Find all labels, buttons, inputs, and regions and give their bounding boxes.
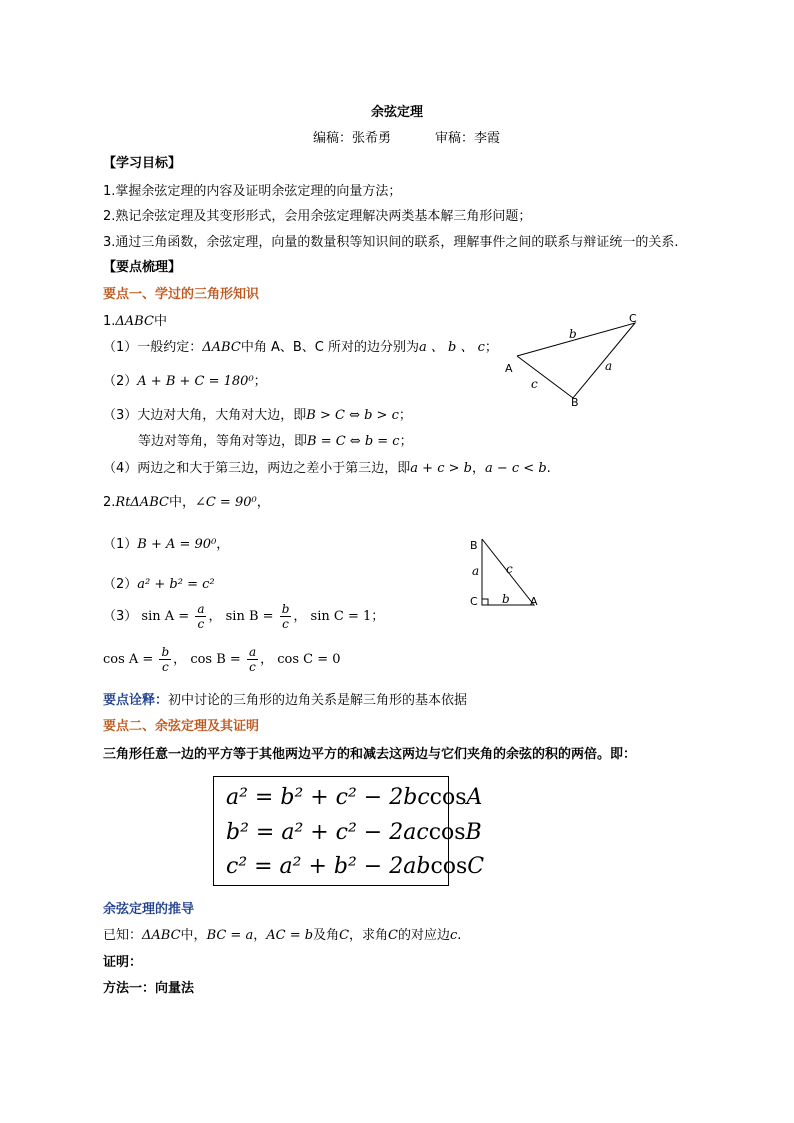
right-triangle-symbol: RtΔABC xyxy=(115,495,169,510)
formula-expression: a² = b² + c² − 2bc xyxy=(226,785,430,810)
separator: ， xyxy=(471,461,485,476)
sum-inequality: a + c > b xyxy=(410,461,472,476)
known-text: 的对应边 xyxy=(398,928,451,943)
side-label-c: c xyxy=(531,377,538,391)
line-end: ； xyxy=(484,340,498,355)
page-title: 余弦定理 xyxy=(370,105,423,120)
triangle-symbol: ΔABC xyxy=(202,340,241,355)
sin-c-formula: sin C = 1 xyxy=(310,609,372,624)
line-label: （1）一般约定： xyxy=(103,340,203,355)
point2-heading: 要点二、余弦定理及其证明 xyxy=(103,719,260,734)
sin-a-fraction xyxy=(195,602,206,631)
sin-b-fraction xyxy=(280,602,292,631)
cos-function: cos xyxy=(430,854,468,879)
separator: ， xyxy=(293,609,307,624)
formula-b xyxy=(226,820,482,845)
triangle-inequality-line xyxy=(103,457,551,476)
triangle-symbol: ΔABC xyxy=(142,928,181,943)
goal-item-3: 3.通过三角函数，余弦定理，向量的数量积等知识间的联系，理解事件之间的联系与辩证统一的关系. xyxy=(103,235,679,250)
denominator: c xyxy=(161,660,169,674)
item-number: 1. xyxy=(103,314,116,329)
cos-function: cos xyxy=(428,820,466,845)
line-end: ； xyxy=(398,408,412,423)
right-triangle-figure xyxy=(466,533,546,613)
cos-b-fraction xyxy=(247,645,258,674)
angle-c: C xyxy=(339,928,350,943)
known-line xyxy=(103,924,461,943)
line-end: . xyxy=(457,928,462,943)
line-end: . xyxy=(546,461,551,476)
vertex-label-a: A xyxy=(505,362,513,375)
line-end: ； xyxy=(253,374,267,389)
angle-c: C xyxy=(388,928,398,943)
side-c: c xyxy=(450,928,458,943)
cos-function: cos xyxy=(429,785,467,810)
cos-a-fraction xyxy=(159,645,171,674)
item-text: 中， xyxy=(168,495,195,510)
separator: ， xyxy=(208,609,222,624)
formula-expression: b² = a² + c² − 2ac xyxy=(226,820,429,845)
big-side-line xyxy=(103,404,412,423)
cos-b-label: cos B = xyxy=(190,652,241,667)
cos-a-label: cos A = xyxy=(103,652,154,667)
side-label-c: c xyxy=(506,562,513,576)
triangle-symbol: ΔABC xyxy=(115,314,154,329)
inequality-formula: B > C ⇔ b > c xyxy=(306,408,399,423)
separator: ， xyxy=(260,652,274,667)
complementary-line xyxy=(103,533,229,552)
angle-variable: A xyxy=(466,785,483,810)
method-one-label: 方法一：向量法 xyxy=(103,981,195,996)
pythagorean-formula: a² + b² = c² xyxy=(137,577,215,592)
item-number: 2. xyxy=(103,495,116,510)
line-end: ， xyxy=(216,537,230,552)
note-label: 要点诠释： xyxy=(103,693,169,708)
cosine-law-statement: 三角形任意一边的平方等于其他两边平方的和减去这两边与它们夹角的余弦的积的两倍。即： xyxy=(103,747,637,762)
ac-equals-b: AC = b xyxy=(266,928,314,943)
denominator: c xyxy=(197,617,205,631)
line-end: ； xyxy=(399,434,413,449)
line-text: 中角 A、B、C 所对的边分别为 xyxy=(240,340,419,355)
cosine-line xyxy=(103,645,341,674)
separator: ， xyxy=(173,652,187,667)
side-label-a: a xyxy=(472,564,480,578)
goals-heading: 【学习目标】 xyxy=(103,156,182,171)
triangle-abc-figure xyxy=(505,308,655,413)
formula-a xyxy=(226,785,482,810)
vertex-label-c: C xyxy=(470,595,478,608)
vertex-label-b: B xyxy=(470,539,478,552)
numerator: b xyxy=(161,645,170,659)
line-label: （1） xyxy=(103,537,138,552)
known-text: 及角 xyxy=(313,928,340,943)
goal-item-2: 2.熟记余弦定理及其变形形式，会用余弦定理解决两类基本解三角形问题； xyxy=(103,209,532,224)
item-text: 中 xyxy=(153,314,167,329)
side-label-a: a xyxy=(605,359,613,373)
difference-inequality: a − c < b xyxy=(484,461,547,476)
numerator: a xyxy=(197,602,205,616)
formula-c xyxy=(226,854,484,879)
note-text: 初中讨论的三角形的边角关系是解三角形的基本依据 xyxy=(168,693,468,708)
vertex-label-b: B xyxy=(571,396,579,409)
review-heading: 【要点梳理】 xyxy=(103,260,182,275)
editor-line xyxy=(313,127,500,146)
denominator: c xyxy=(282,617,289,631)
sin-a-label: sin A = xyxy=(141,609,190,624)
known-text: 中， xyxy=(180,928,207,943)
angle-variable: B xyxy=(465,820,482,845)
vertex-label-a: A xyxy=(530,595,538,608)
complementary-formula: B + A = 90⁰ xyxy=(137,537,217,552)
denominator: c xyxy=(249,660,256,674)
line-text: （4）两边之和大于第三边，两边之差小于第三边，即 xyxy=(103,461,411,476)
right-angle-formula: ∠C = 90⁰ xyxy=(194,495,257,510)
line-label: （3） xyxy=(103,609,138,624)
convention-line xyxy=(103,336,498,355)
line-text: 等边对等角，等角对等边，即 xyxy=(138,434,308,449)
pythagorean-line xyxy=(103,573,215,592)
known-label: 已知： xyxy=(103,928,143,943)
sine-line xyxy=(103,602,384,631)
line-label: （2） xyxy=(103,374,138,389)
right-angle-mark xyxy=(482,599,488,605)
equal-side-line xyxy=(138,430,413,449)
point1-item1 xyxy=(103,310,167,329)
separator: ， xyxy=(253,928,267,943)
side-label-b: b xyxy=(502,592,510,606)
point1-heading: 要点一、学过的三角形知识 xyxy=(103,287,260,302)
line-end: ， xyxy=(256,495,270,510)
proof-label: 证明： xyxy=(103,955,143,970)
note-line xyxy=(103,689,467,708)
line-text: （3）大边对大角，大角对大边，即 xyxy=(103,408,307,423)
cos-c-formula: cos C = 0 xyxy=(277,652,341,667)
derivation-heading: 余弦定理的推导 xyxy=(103,902,195,917)
editor-name: 编稿：张希勇 xyxy=(313,131,392,146)
point1-item2 xyxy=(103,491,270,510)
angle-sum-line xyxy=(103,370,267,389)
bc-equals-a: BC = a xyxy=(206,928,254,943)
side-label-b: b xyxy=(569,327,577,341)
numerator: b xyxy=(281,602,290,616)
reviewer-name: 审稿：李霞 xyxy=(435,131,501,146)
goal-item-1: 1.掌握余弦定理的内容及证明余弦定理的向量方法； xyxy=(103,184,402,199)
numerator: a xyxy=(248,645,257,659)
sin-b-label: sin B = xyxy=(225,609,274,624)
known-text: ，求角 xyxy=(349,928,389,943)
line-end: ； xyxy=(371,609,385,624)
line-label: （2） xyxy=(103,577,138,592)
equality-formula: B = C ⇔ b = c xyxy=(307,434,400,449)
side-variables: a 、 b 、 c xyxy=(418,340,485,355)
formula-expression: c² = a² + b² − 2ab xyxy=(226,854,431,879)
angle-variable: C xyxy=(467,854,485,879)
vertex-label-c: C xyxy=(629,312,637,325)
angle-sum-formula: A + B + C = 180⁰ xyxy=(137,374,254,389)
